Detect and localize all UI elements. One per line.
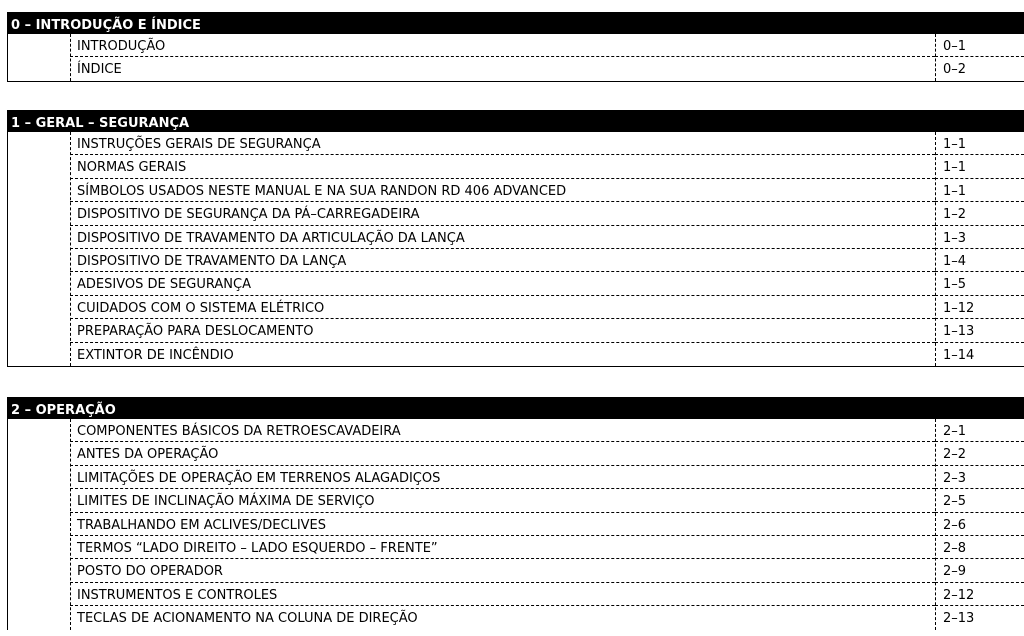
toc-entry-title: DISPOSITIVO DE TRAVAMENTO DA LANÇA [70, 249, 935, 272]
toc-entry-page: 1–13 [935, 319, 1024, 342]
toc-entry-title: INTRODUÇÃO [70, 34, 935, 57]
toc-row [8, 513, 1024, 536]
section-body [7, 132, 1024, 367]
toc-entry-page: 1–1 [935, 179, 1024, 202]
toc-entry-page: 1–1 [935, 132, 1024, 155]
toc-entry-title: SÍMBOLOS USADOS NESTE MANUAL E NA SUA RANDON RD 406 ADVANCED [70, 179, 935, 202]
toc-row [8, 226, 1024, 249]
toc-entry-page: 0–1 [935, 34, 1024, 57]
toc-row [8, 559, 1024, 582]
toc-entry-title: LIMITES DE INCLINAÇÃO MÁXIMA DE SERVIÇO [70, 489, 935, 512]
toc-entry-title: COMPONENTES BÁSICOS DA RETROESCAVADEIRA [70, 419, 935, 442]
toc-row [8, 583, 1024, 606]
toc-entry-title: TERMOS “LADO DIREITO – LADO ESQUERDO – FRENTE” [70, 536, 935, 559]
toc-row [8, 132, 1024, 155]
toc-entry-page: 2–6 [935, 513, 1024, 536]
toc-row [8, 296, 1024, 319]
toc-entry-title: ÍNDICE [77, 62, 122, 78]
toc-row [8, 155, 1024, 178]
toc-entry-title: CUIDADOS COM O SISTEMA ELÉTRICO [70, 296, 935, 319]
toc-row [8, 319, 1024, 342]
section-body [7, 419, 1024, 630]
section-body [7, 34, 1024, 82]
section-header: 1 – GERAL – SEGURANÇA [7, 110, 1024, 132]
toc-entry-title: NORMAS GERAIS [70, 155, 935, 178]
toc-entry-title: INSTRUÇÕES GERAIS DE SEGURANÇA [70, 132, 935, 155]
toc-entry-page: 2–2 [935, 442, 1024, 465]
toc-section-0 [7, 12, 1024, 82]
toc-entry-page: 2–1 [935, 419, 1024, 442]
toc-entry-page: 2–3 [935, 466, 1024, 489]
toc-row [8, 179, 1024, 202]
toc-row [8, 489, 1024, 512]
toc-entry-page: 1–4 [935, 249, 1024, 272]
toc-entry-page: 0–2 [943, 62, 967, 78]
section-header: 2 – OPERAÇÃO [7, 397, 1024, 419]
toc-row [8, 249, 1024, 272]
toc-section-1 [7, 110, 1024, 367]
toc-entry-title: EXTINTOR DE INCÊNDIO [77, 347, 234, 363]
toc-entry-page: 1–1 [935, 155, 1024, 178]
toc-entry-title: PREPARAÇÃO PARA DESLOCAMENTO [70, 319, 935, 342]
toc-entry-page: 2–12 [935, 583, 1024, 606]
toc-entry-title: ADESIVOS DE SEGURANÇA [70, 272, 935, 295]
section-header: 0 – INTRODUÇÃO E ÍNDICE [7, 12, 1024, 34]
toc-entry-title: DISPOSITIVO DE TRAVAMENTO DA ARTICULAÇÃO DA LANÇA [70, 226, 935, 249]
toc-entry-title: TRABALHANDO EM ACLIVES/DECLIVES [70, 513, 935, 536]
toc-row [8, 466, 1024, 489]
toc-entry-title: TECLAS DE ACIONAMENTO NA COLUNA DE DIREÇÃO [77, 611, 418, 627]
toc-entry-page: 2–5 [935, 489, 1024, 512]
toc-entry-title: DISPOSITIVO DE SEGURANÇA DA PÁ–CARREGADEIRA [70, 202, 935, 225]
toc-entry-page: 2–13 [943, 611, 975, 627]
toc-entry-title: POSTO DO OPERADOR [70, 559, 935, 582]
toc-entry-page: 1–5 [935, 272, 1024, 295]
toc-entry-page: 2–9 [935, 559, 1024, 582]
toc-entry-title: ANTES DA OPERAÇÃO [70, 442, 935, 465]
toc-row [8, 272, 1024, 295]
toc-entry-page: 1–3 [935, 226, 1024, 249]
toc-entry-page: 1–14 [943, 347, 975, 363]
toc-entry-page: 2–8 [935, 536, 1024, 559]
toc-row [8, 419, 1024, 442]
toc-row [8, 343, 1024, 366]
toc-entry-page: 1–12 [935, 296, 1024, 319]
toc-entry-title: INSTRUMENTOS E CONTROLES [70, 583, 935, 606]
toc-row [8, 57, 1024, 80]
toc-entry-title: LIMITAÇÕES DE OPERAÇÃO EM TERRENOS ALAGADIÇOS [70, 466, 935, 489]
toc-row [8, 34, 1024, 57]
toc-row [8, 606, 1024, 629]
toc-row [8, 202, 1024, 225]
toc-section-2 [7, 397, 1024, 630]
toc-row [8, 442, 1024, 465]
toc-row [8, 536, 1024, 559]
toc-entry-page: 1–2 [935, 202, 1024, 225]
